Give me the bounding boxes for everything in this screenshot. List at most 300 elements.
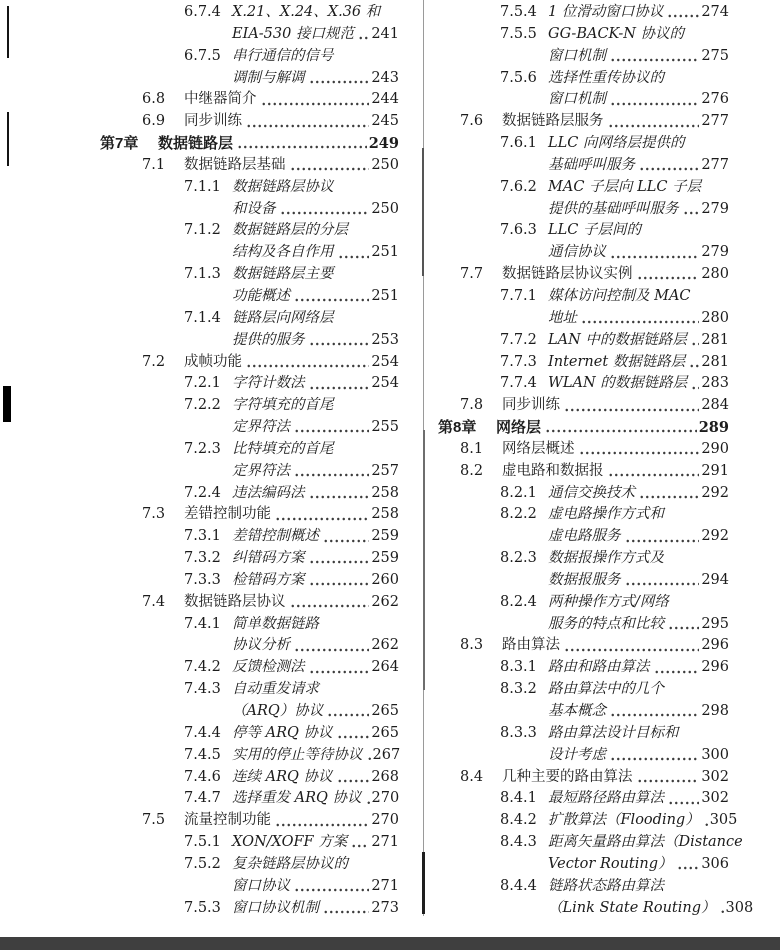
entry-text: 通信协议 (548, 244, 606, 261)
toc-entry (100, 657, 399, 679)
toc-line (438, 810, 738, 832)
toc-entry (100, 592, 399, 614)
entry-number: 8.4.2 (500, 812, 537, 829)
dot-leader (579, 439, 700, 461)
toc-entry (438, 876, 754, 920)
entry-number: 7.6.3 (500, 222, 537, 239)
entry-text: GG-BACK-N 协议的 (548, 25, 685, 42)
page-number: 254 (371, 375, 399, 392)
entry-number: 7.1 (142, 156, 166, 173)
toc-entry (438, 177, 729, 221)
toc-entry (438, 723, 729, 767)
entry-text: LAN 中的数据链路层 (548, 331, 687, 348)
entry-number: 8.3.2 (500, 681, 537, 698)
entry-text: 虚电路和数据报 (502, 462, 604, 479)
page-number: 258 (371, 506, 399, 523)
toc-line (438, 133, 729, 155)
entry-text: 自动重发请求 (232, 681, 319, 698)
toc-line (100, 155, 399, 177)
toc-line (100, 417, 399, 439)
toc-line (438, 439, 729, 461)
toc-line (438, 635, 729, 657)
page-number: 296 (701, 637, 729, 654)
toc-line (438, 242, 729, 264)
entry-text: 路由算法中的几个 (548, 681, 664, 698)
dot-leader (564, 395, 699, 417)
entry-text: 窗口协议 (232, 877, 290, 894)
page-number: 280 (701, 309, 729, 326)
toc-entry (100, 723, 399, 745)
entry-number: 7.5.4 (500, 4, 537, 20)
page-number: 273 (371, 899, 399, 916)
page-number: 265 (371, 724, 399, 741)
page-number: 308 (725, 899, 754, 916)
toc-column-left (100, 2, 399, 919)
toc-entry (438, 373, 729, 395)
column-divider-bottom-segment (422, 852, 425, 914)
toc-line (438, 788, 729, 810)
toc-line (100, 46, 399, 68)
toc-entry (438, 461, 729, 483)
toc-line (438, 483, 729, 505)
toc-entry (100, 46, 399, 90)
entry-text: 网络层概述 (502, 440, 575, 457)
entry-text: 简单数据链路 (232, 615, 319, 632)
toc-entry (438, 483, 729, 505)
entry-number: 7.2.2 (184, 397, 221, 414)
page-number: 244 (371, 91, 399, 108)
page-number: 281 (701, 331, 729, 348)
dot-leader (309, 330, 370, 352)
page-number: 271 (371, 877, 399, 894)
entry-text: 违法编码法 (232, 484, 305, 501)
entry-text: 定界符法 (232, 419, 290, 436)
toc-line (100, 635, 399, 657)
toc-line (100, 723, 399, 745)
page-number: 249 (368, 135, 399, 153)
dot-leader (625, 526, 700, 548)
toc-line (100, 330, 399, 352)
toc-entry (100, 570, 399, 592)
toc-entry (100, 133, 399, 155)
toc-line (438, 220, 729, 242)
toc-line (438, 2, 729, 24)
entry-text: 数据链路层协议 (232, 178, 334, 195)
toc-line (438, 570, 729, 592)
toc-line (100, 548, 399, 570)
entry-text: 距离矢量路由算法（Distance (548, 834, 743, 851)
dot-leader (294, 876, 369, 898)
entry-text: 基础呼叫服务 (548, 156, 635, 173)
toc-entry (100, 220, 399, 264)
toc-entry (100, 89, 399, 111)
page-number: 251 (371, 287, 399, 304)
entry-text: 服务的特点和比较 (548, 615, 664, 632)
entry-text: 流量控制功能 (184, 812, 271, 829)
toc-entry (438, 352, 729, 374)
page-number: 270 (371, 812, 399, 829)
entry-text: 窗口机制 (548, 47, 606, 64)
toc-entry (100, 526, 399, 548)
entry-number: 7.2.3 (184, 440, 221, 457)
page-number: 264 (371, 659, 399, 676)
dot-leader (337, 767, 370, 789)
entry-number: 第7章 (100, 135, 139, 153)
entry-number: 7.2.1 (184, 375, 221, 392)
page-number: 245 (371, 113, 399, 130)
column-divider-mid-segment (423, 430, 425, 690)
entry-text: 1 位滑动窗口协议 (548, 4, 664, 20)
page-number: 270 (371, 790, 400, 807)
toc-line (438, 395, 729, 417)
entry-text: 数据链路层 (158, 135, 234, 153)
entry-text: 路由算法设计目标和 (548, 724, 679, 741)
page-number: 255 (371, 419, 399, 436)
dot-leader (610, 46, 699, 68)
page-number: 250 (371, 156, 399, 173)
entry-number: 7.6.1 (500, 135, 537, 152)
toc-entry (438, 439, 729, 461)
toc-entry (438, 832, 743, 876)
dot-leader (275, 810, 369, 832)
dot-leader (639, 483, 699, 505)
toc-line (438, 24, 729, 46)
entry-number: 8.3.3 (500, 724, 537, 741)
toc-entry (100, 177, 399, 221)
toc-line (438, 352, 729, 374)
entry-number: 7.3.2 (184, 550, 221, 567)
toc-line (100, 24, 399, 46)
toc-line (438, 504, 729, 526)
dot-leader (610, 701, 699, 723)
toc-entry (100, 395, 399, 439)
dot-leader (290, 155, 370, 177)
entry-number: 8.2.4 (500, 593, 537, 610)
dot-leader (564, 635, 699, 657)
dot-leader (290, 592, 370, 614)
entry-text: 扩散算法（Flooding） (548, 812, 700, 829)
entry-text: 提供的服务 (232, 331, 305, 348)
toc-line (438, 308, 729, 330)
toc-entry (438, 24, 729, 68)
toc-line (100, 657, 399, 679)
entry-number: 7.4.1 (184, 615, 221, 632)
entry-text: 同步训练 (502, 397, 560, 414)
entry-text: Vector Routing） (548, 855, 673, 872)
dot-leader (309, 68, 370, 90)
toc-line (438, 461, 729, 483)
toc-line (100, 373, 399, 395)
entry-number: 7.3.3 (184, 571, 221, 588)
toc-line (438, 373, 729, 395)
entry-number: 8.3.1 (500, 659, 537, 676)
toc-entry (100, 898, 399, 920)
page-number: 267 (372, 746, 401, 763)
toc-line (100, 788, 399, 810)
toc-entry (100, 548, 399, 570)
dot-leader (309, 483, 370, 505)
entry-text: 比特填充的首尾 (232, 440, 334, 457)
entry-number: 8.4.3 (500, 834, 537, 851)
page-number: 277 (701, 113, 729, 130)
toc-line (438, 679, 729, 701)
toc-line (438, 330, 729, 352)
toc-entry (100, 308, 399, 352)
entry-number: 7.5.1 (184, 834, 221, 851)
toc-line (100, 133, 399, 155)
toc-entry (438, 679, 729, 723)
entry-number: 7.4 (142, 593, 166, 610)
entry-text: 路由和路由算法 (548, 659, 650, 676)
toc-line (438, 767, 729, 789)
toc-line (100, 570, 399, 592)
toc-entry (438, 810, 738, 832)
page-number: 295 (701, 615, 729, 632)
dot-leader (294, 635, 369, 657)
dot-leader (668, 788, 699, 810)
entry-text: （ARQ）协议 (232, 703, 324, 719)
dot-leader (309, 373, 370, 395)
toc-entry (438, 111, 729, 133)
dot-leader (237, 133, 367, 155)
entry-text: 地址 (548, 309, 577, 326)
dot-leader (351, 832, 369, 854)
entry-text: 虚电路操作方式和 (548, 506, 664, 523)
toc-line (438, 701, 729, 723)
toc-line (100, 177, 399, 199)
entry-text: 数据报操作方式及 (548, 550, 664, 567)
scan-mark (7, 6, 9, 58)
page-number: 250 (371, 200, 399, 217)
entry-text: 数据链路层协议 (184, 593, 286, 610)
page-number: 279 (701, 244, 729, 261)
toc-line (438, 68, 729, 90)
column-divider-dark-segment (422, 148, 424, 276)
toc-line (100, 308, 399, 330)
page-number: 258 (371, 484, 399, 501)
toc-line (100, 439, 399, 461)
dot-leader (358, 24, 369, 46)
toc-line (100, 242, 399, 264)
toc-line (100, 854, 399, 876)
entry-text: 停等 ARQ 协议 (232, 724, 333, 741)
entry-text: 中继器简介 (184, 91, 257, 108)
toc-entry (438, 788, 729, 810)
page-number: 290 (701, 440, 729, 457)
entry-text: 选择重发 ARQ 协议 (232, 790, 362, 807)
entry-text: 字符填充的首尾 (232, 397, 334, 414)
page-number: 279 (701, 200, 729, 217)
toc-entry (100, 373, 399, 395)
page-number: 262 (371, 637, 399, 654)
toc-entry (438, 68, 729, 112)
toc-entry (100, 155, 399, 177)
dot-leader (625, 570, 700, 592)
entry-text: LLC 向网络层提供的 (548, 135, 685, 152)
toc-line (100, 395, 399, 417)
entry-number: 7.8 (460, 397, 484, 414)
entry-text: 媒体访问控制及 MAC (548, 287, 691, 304)
entry-text: EIA-530 接口规范 (232, 25, 354, 42)
toc-entry (438, 767, 729, 789)
entry-number: 6.9 (142, 113, 166, 130)
entry-number: 7.1.3 (184, 266, 221, 283)
toc-line (438, 46, 729, 68)
page-number: 280 (701, 266, 729, 283)
dot-leader (637, 767, 700, 789)
toc-entry (100, 679, 399, 723)
entry-text: 链路层向网络层 (232, 309, 334, 326)
toc-entry (100, 810, 399, 832)
toc-entry (100, 504, 399, 526)
toc-entry (100, 614, 399, 658)
entry-number: 8.2.1 (500, 484, 537, 501)
entry-number: 7.6.2 (500, 178, 537, 195)
dot-leader (691, 373, 699, 395)
page-number: 254 (371, 353, 399, 370)
entry-text: 定界符法 (232, 462, 290, 479)
entry-number: 8.2.2 (500, 506, 537, 523)
dot-leader (581, 308, 699, 330)
entry-text: 差错控制功能 (184, 506, 271, 523)
toc-entry (438, 395, 729, 417)
toc-line (438, 526, 729, 548)
dot-leader (323, 898, 369, 920)
page-number: 296 (701, 659, 729, 676)
dot-leader (367, 745, 371, 767)
toc-line (100, 526, 399, 548)
page-number: 300 (701, 746, 729, 763)
entry-text: 路由算法 (502, 637, 560, 654)
toc-entry (100, 767, 399, 789)
dot-leader (720, 898, 724, 920)
toc-line (100, 220, 399, 242)
dot-leader (691, 330, 699, 352)
entry-text: 差错控制概述 (232, 528, 319, 545)
entry-text: WLAN 的数据链路层 (548, 375, 688, 392)
entry-number: 7.4.7 (184, 790, 221, 807)
dot-leader (337, 723, 370, 745)
entry-number: 7.7.1 (500, 287, 537, 304)
page-number: 283 (701, 375, 729, 392)
toc-column-right (438, 2, 754, 919)
toc-line (100, 767, 399, 789)
toc-line (100, 614, 399, 636)
entry-number: 8.4 (460, 768, 484, 785)
toc-line (100, 89, 399, 111)
entry-number: 第8章 (438, 419, 477, 437)
page-bottom-edge-bar (0, 937, 780, 950)
toc-line (100, 701, 399, 723)
entry-number: 7.7.2 (500, 331, 537, 348)
toc-entry (438, 330, 729, 352)
toc-line (100, 461, 399, 483)
dot-leader (309, 657, 370, 679)
dot-leader (327, 701, 369, 723)
dot-leader (668, 614, 699, 636)
entry-number: 8.3 (460, 637, 484, 654)
page-number: 302 (701, 790, 729, 807)
dot-leader (294, 286, 369, 308)
entry-text: 最短路径路由算法 (548, 790, 664, 807)
dot-leader (654, 657, 700, 679)
page-number: 306 (701, 855, 729, 872)
entry-text: 窗口协议机制 (232, 899, 319, 916)
toc-line (438, 898, 754, 920)
entry-number: 7.2 (142, 353, 166, 370)
entry-text: 网络层 (496, 419, 542, 437)
toc-line (438, 199, 729, 221)
entry-text: 数据链路层主要 (232, 266, 334, 283)
toc-line (100, 898, 399, 920)
dot-leader (246, 111, 369, 133)
toc-entry (438, 657, 729, 679)
toc-line (438, 286, 729, 308)
dot-leader (338, 242, 370, 264)
page-number: 253 (371, 331, 399, 348)
entry-text: 协议分析 (232, 637, 290, 654)
dot-leader (608, 461, 700, 483)
toc-line (438, 177, 729, 199)
toc-line (438, 264, 729, 286)
toc-entry (100, 352, 399, 374)
entry-text: XON/XOFF 方案 (232, 834, 348, 851)
dot-leader (683, 199, 700, 221)
page-number: 275 (701, 47, 729, 64)
toc-entry (438, 2, 729, 24)
entry-number: 6.8 (142, 91, 166, 108)
dot-leader (637, 264, 700, 286)
dot-leader (309, 570, 370, 592)
entry-number: 7.4.4 (184, 724, 221, 741)
page-number: 292 (701, 528, 729, 545)
entry-number: 7.5 (142, 812, 166, 829)
dot-leader (294, 417, 369, 439)
dot-leader (294, 461, 369, 483)
page-number: 241 (371, 25, 399, 42)
toc-entry (100, 483, 399, 505)
entry-text: X.21、X.24、X.36 和 (232, 4, 381, 20)
entry-text: 成帧功能 (184, 353, 242, 370)
toc-line (100, 286, 399, 308)
entry-text: 数据链路层基础 (184, 156, 286, 173)
toc-line (438, 155, 729, 177)
dot-leader (610, 242, 699, 264)
entry-text: 选择性重传协议的 (548, 69, 664, 86)
entry-number: 7.5.2 (184, 855, 221, 872)
entry-number: 7.4.5 (184, 746, 221, 763)
toc-entry (438, 417, 729, 439)
entry-text: 实用的停止等待协议 (232, 746, 363, 763)
toc-line (438, 723, 729, 745)
toc-line (438, 745, 729, 767)
page-number: 281 (701, 353, 729, 370)
dot-leader (689, 352, 699, 374)
entry-text: 数据链路层协议实例 (502, 266, 633, 283)
entry-text: 串行通信的信号 (232, 47, 334, 64)
toc-entry (438, 220, 729, 264)
dot-leader (545, 417, 697, 439)
page-number: 257 (371, 462, 399, 479)
entry-text: 通信交换技术 (548, 484, 635, 501)
scan-mark (3, 386, 11, 422)
toc-line (100, 592, 399, 614)
entry-text: 和设备 (232, 200, 276, 217)
entry-text: 功能概述 (232, 287, 290, 304)
page-number: 251 (371, 244, 399, 261)
toc-line (100, 810, 399, 832)
toc-entry (100, 264, 399, 308)
